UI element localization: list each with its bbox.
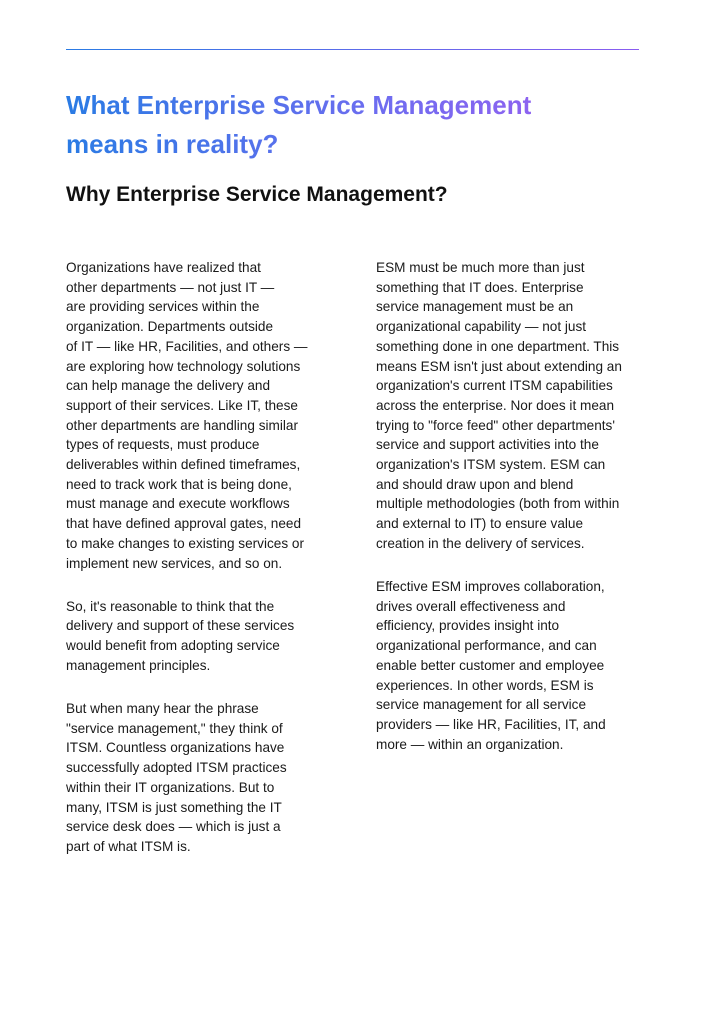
text-line: trying to "force feed" other departments' — [376, 417, 615, 433]
text-line: more — within an organization. — [376, 736, 564, 752]
text-line: within their IT organizations. But to — [66, 779, 275, 795]
text-line: But when many hear the phrase — [66, 701, 259, 717]
text-line: "service management," they think of — [66, 720, 283, 736]
text-line: support of their services. Like IT, these — [66, 397, 298, 413]
text-line: creation in the delivery of services. — [376, 535, 585, 551]
left-column — [66, 258, 328, 880]
text-line: organization's ITSM system. ESM can — [376, 457, 606, 473]
text-line: providers — like HR, Facilities, IT, and — [376, 716, 606, 732]
paragraph — [376, 258, 640, 554]
paragraph — [66, 699, 328, 857]
text-line: other departments — not just IT — — [66, 279, 275, 295]
text-line: Organizations have realized that — [66, 260, 261, 275]
text-line: are exploring how technology solutions — [66, 358, 301, 374]
text-line: service desk does — which is just a — [66, 819, 281, 835]
text-line: ITSM. Countless organizations have — [66, 740, 285, 756]
text-line: service and support activities into the — [376, 437, 599, 453]
top-divider — [66, 49, 639, 50]
text-line: to make changes to existing services or — [66, 535, 305, 551]
text-line: and external to IT) to ensure value — [376, 516, 584, 532]
text-line: deliverables within defined timeframes, — [66, 457, 301, 473]
page-title-line-2: means in reality? — [66, 129, 279, 159]
right-column — [376, 258, 640, 778]
text-line: service management for all service — [376, 697, 587, 713]
text-line: So, it's reasonable to think that the — [66, 598, 275, 614]
page-title — [66, 86, 646, 164]
text-line: experiences. In other words, ESM is — [376, 677, 594, 693]
text-line: organizational capability — not just — [376, 319, 587, 335]
text-line: means ESM isn't just about extending an — [376, 358, 622, 374]
text-line: enable better customer and employee — [376, 657, 605, 673]
text-line: of IT — like HR, Facilities, and others — — [66, 338, 308, 354]
text-line: need to track work that is being done, — [66, 476, 292, 492]
text-line: successfully adopted ITSM practices — [66, 760, 287, 776]
text-line: would benefit from adopting service — [66, 638, 280, 654]
text-line: delivery and support of these services — [66, 618, 295, 634]
text-line: drives overall effectiveness and — [376, 598, 566, 614]
text-line: service management must be an — [376, 299, 574, 315]
text-line: management principles. — [66, 657, 211, 673]
text-line: something that IT does. Enterprise — [376, 279, 584, 295]
text-line: organization's current ITSM capabilities — [376, 378, 613, 394]
text-line: implement new services, and so on. — [66, 555, 283, 571]
text-line: must manage and execute workflows — [66, 496, 290, 512]
paragraph — [66, 597, 328, 676]
page-title-line-1: What Enterprise Service Management — [66, 90, 532, 120]
text-line: many, ITSM is just something the IT — [66, 799, 282, 815]
text-line: across the enterprise. Nor does it mean — [376, 397, 615, 413]
text-line: part of what ITSM is. — [66, 838, 191, 854]
text-line: that have defined approval gates, need — [66, 516, 302, 532]
text-line: efficiency, provides insight into — [376, 618, 560, 634]
text-line: something done in one department. This — [376, 338, 620, 354]
text-line: types of requests, must produce — [66, 437, 260, 453]
text-line: other departments are handling similar — [66, 417, 298, 433]
section-heading: Why Enterprise Service Management? — [66, 183, 448, 206]
text-line: and should draw upon and blend — [376, 476, 574, 492]
paragraph — [376, 577, 640, 754]
text-line: ESM must be much more than just — [376, 260, 585, 275]
text-line: multiple methodologies (both from within — [376, 496, 620, 512]
text-line: can help manage the delivery and — [66, 378, 271, 394]
text-line: organizational performance, and can — [376, 638, 597, 654]
paragraph — [66, 258, 328, 573]
text-line: Effective ESM improves collaboration, — [376, 579, 605, 595]
text-line: organization. Departments outside — [66, 319, 274, 335]
text-line: are providing services within the — [66, 299, 260, 315]
